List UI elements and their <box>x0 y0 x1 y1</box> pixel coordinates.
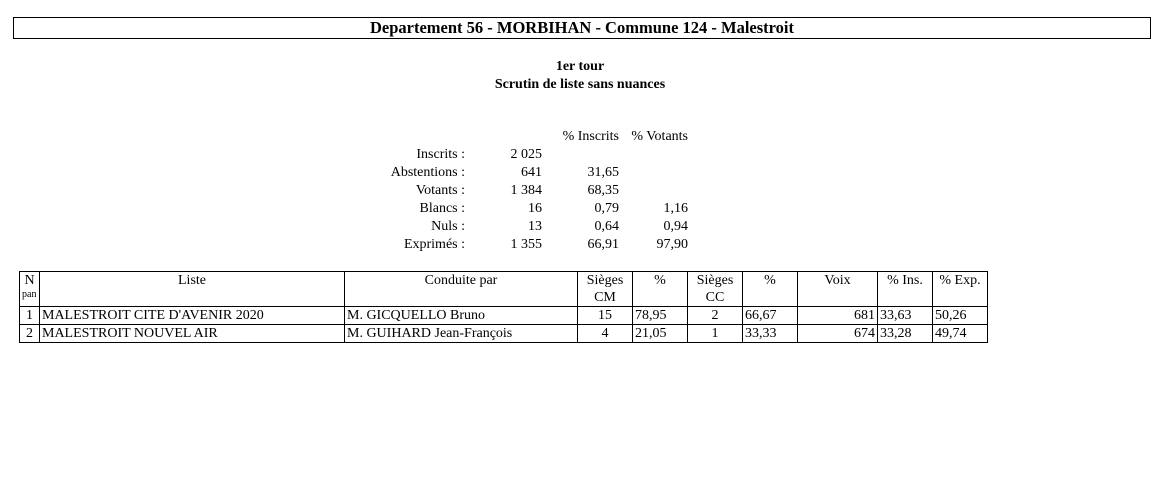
stats-pct-inscrits <box>542 146 619 164</box>
stats-row-inscrits <box>380 146 688 164</box>
header-blank <box>933 289 988 307</box>
header-pct-exp: % Exp. <box>933 272 988 290</box>
stats-header-blank <box>469 128 542 146</box>
stats-value: 1 355 <box>510 237 542 252</box>
header-conduite: Conduite par <box>345 272 578 290</box>
stats-label: Blancs : <box>419 201 465 216</box>
cell-pct-exp: 50,26 <box>933 307 988 325</box>
stats-value: 13 <box>528 219 542 234</box>
header-pan: pan <box>20 289 40 307</box>
header-blank <box>743 289 798 307</box>
cell-pct-cm: 78,95 <box>633 307 688 325</box>
stats-pct-inscrits: 0,79 <box>594 201 619 216</box>
stats-value: 641 <box>521 165 542 180</box>
stats-value: 1 384 <box>510 183 542 198</box>
stats-row-votants <box>380 182 688 200</box>
stats-row-blancs <box>380 200 688 218</box>
stats-pct-inscrits: 68,35 <box>587 183 619 198</box>
stats-label: Nuls : <box>431 219 465 234</box>
cell-voix: 681 <box>798 307 878 325</box>
stats-label: Abstentions : <box>390 165 465 180</box>
stats-row-abstentions <box>380 164 688 182</box>
stats-pct-votants: 97,90 <box>656 237 688 252</box>
cell-liste: MALESTROIT NOUVEL AIR <box>40 325 345 343</box>
header-cc: CC <box>688 289 743 307</box>
cell-pct-ins: 33,63 <box>878 307 933 325</box>
stats-pct-votants <box>619 164 688 182</box>
cell-conduite: M. GUIHARD Jean-François <box>345 325 578 343</box>
stats-row-nuls <box>380 218 688 236</box>
stats-label: Votants : <box>415 183 465 198</box>
results-table <box>19 271 988 343</box>
table-row <box>20 307 988 325</box>
stats-pct-inscrits: 66,91 <box>587 237 619 252</box>
header-blank <box>633 289 688 307</box>
header-blank <box>345 289 578 307</box>
stats-pct-inscrits: 0,64 <box>594 219 619 234</box>
header-blank <box>878 289 933 307</box>
header-sieges-cc: Sièges <box>688 272 743 290</box>
stats-header-pct-inscrits: % Inscrits <box>562 129 619 144</box>
cell-pct-ins: 33,28 <box>878 325 933 343</box>
header-blank <box>798 289 878 307</box>
round-subtitle: Scrutin de liste sans nuances <box>494 77 666 92</box>
header-sieges-cm: Sièges <box>578 272 633 290</box>
stats-pct-inscrits: 31,65 <box>587 165 619 180</box>
header-blank <box>40 289 345 307</box>
stats-value: 16 <box>528 201 542 216</box>
header-voix: Voix <box>798 272 878 290</box>
results-header-row <box>20 272 988 290</box>
stats-header-row <box>380 128 688 146</box>
cell-sieges-cm: 4 <box>578 325 633 343</box>
stats-header-blank <box>380 128 469 146</box>
cell-pct-cc: 33,33 <box>743 325 798 343</box>
cell-pct-cc: 66,67 <box>743 307 798 325</box>
cell-n: 2 <box>20 325 40 343</box>
round-title: 1er tour <box>555 59 605 74</box>
stats-label: Inscrits : <box>416 147 465 162</box>
participation-stats-table <box>380 128 688 254</box>
page-title: Departement 56 - MORBIHAN - Commune 124 - Malestroit <box>13 17 1151 39</box>
cell-sieges-cm: 15 <box>578 307 633 325</box>
cell-liste: MALESTROIT CITE D'AVENIR 2020 <box>40 307 345 325</box>
stats-value: 2 025 <box>510 147 542 162</box>
stats-label: Exprimés : <box>403 237 465 252</box>
stats-pct-votants: 0,94 <box>663 219 688 234</box>
header-pct-cm: % <box>633 272 688 290</box>
cell-voix: 674 <box>798 325 878 343</box>
cell-sieges-cc: 1 <box>688 325 743 343</box>
cell-sieges-cc: 2 <box>688 307 743 325</box>
stats-header-pct-votants: % Votants <box>631 129 688 144</box>
cell-conduite: M. GICQUELLO Bruno <box>345 307 578 325</box>
table-row <box>20 325 988 343</box>
stats-pct-votants <box>619 146 688 164</box>
stats-pct-votants: 1,16 <box>663 201 688 216</box>
cell-n: 1 <box>20 307 40 325</box>
header-cm: CM <box>578 289 633 307</box>
cell-pct-cm: 21,05 <box>633 325 688 343</box>
stats-pct-votants <box>619 182 688 200</box>
stats-row-exprimes <box>380 236 688 254</box>
header-n: N <box>20 272 40 290</box>
header-pct-ins: % Ins. <box>878 272 933 290</box>
header-liste: Liste <box>40 272 345 290</box>
cell-pct-exp: 49,74 <box>933 325 988 343</box>
header-pct-cc: % <box>743 272 798 290</box>
results-subheader-row <box>20 289 988 307</box>
